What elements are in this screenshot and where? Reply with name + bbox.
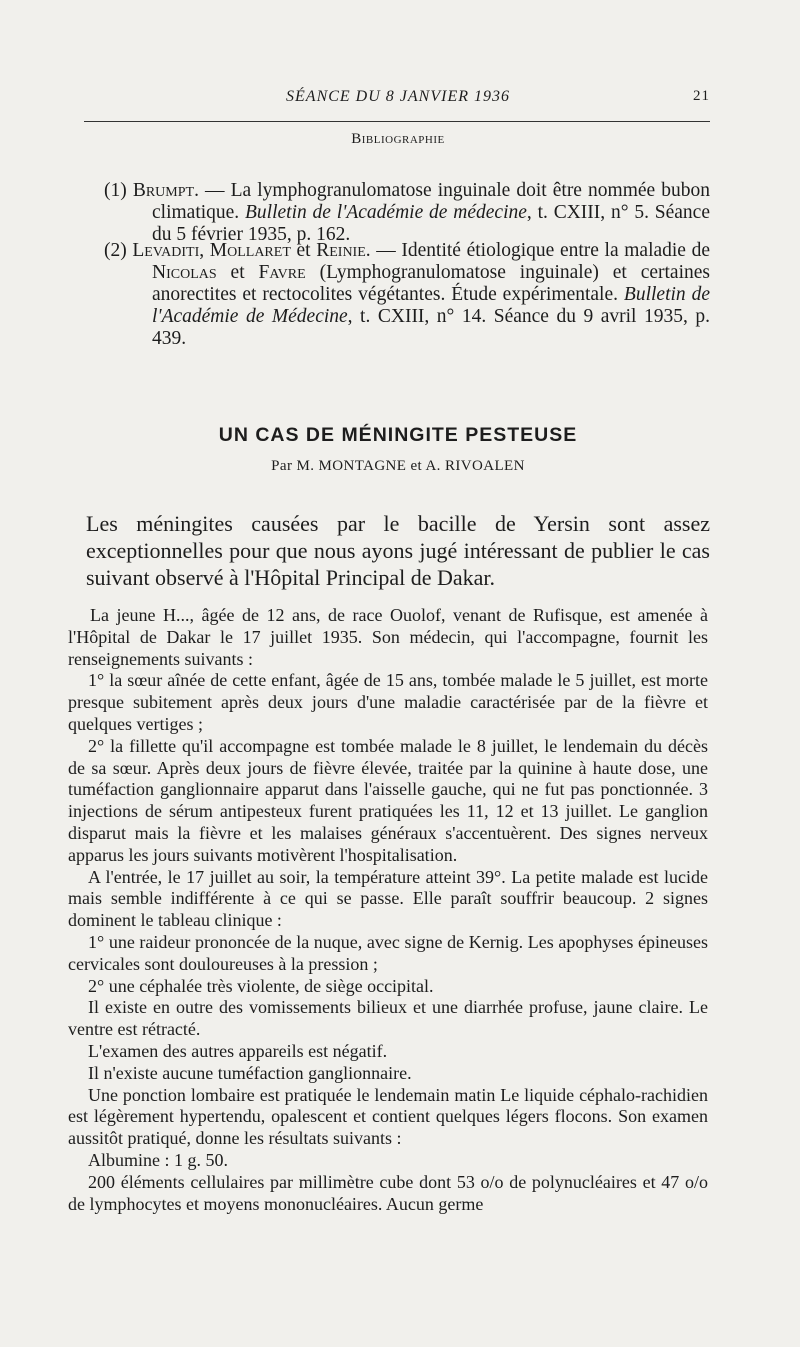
reference-conjunction: et	[216, 262, 259, 283]
reference-details: , t. CXIII, n° 5. Séance du 5 février 1935, p. 162.	[152, 202, 710, 245]
article-body	[68, 605, 708, 1215]
article-title: UN CAS DE MÉNINGITE PESTEUSE	[218, 424, 578, 446]
article-byline: Par M. MONTAGNE et A. RIVOALEN	[271, 458, 525, 474]
bibliography-entry	[104, 180, 710, 246]
page-number: 21	[693, 88, 710, 104]
reference-author: Levaditi, Mollaret	[132, 240, 291, 261]
reference-author: Reinie.	[316, 240, 371, 261]
reference-text: — La lymphogranulomatose inguinale doit être nommée bubon climatique.	[152, 180, 711, 223]
body-paragraph: 1° la sœur aînée de cette enfant, âgée de 15 ans, tombée malade le 5 juillet, est morte presque subitement après deux jours d'une maladie caractérisée par de la fièvre et quelques vertiges ;	[68, 670, 708, 734]
bibliography-entry	[104, 240, 710, 350]
reference-text: — Identité étiologique entre la maladie de	[370, 240, 711, 261]
article-intro: Les méningites causées par le bacille de Yersin sont assez exceptionnelles pour que nous ayons jugé intéressant de publier le cas suivant observé à l'Hôpital Principal de Dakar.	[86, 511, 710, 590]
body-paragraph: Albumine : 1 g. 50.	[88, 1149, 228, 1170]
reference-conjunction: et	[290, 240, 317, 261]
body-paragraph: Il existe en outre des vomissements bilieux et une diarrhée profuse, jaune claire. Le ventre est rétracté.	[68, 997, 708, 1040]
body-paragraph: A l'entrée, le 17 juillet au soir, la température atteint 39°. La petite malade est lucide mais semble indifférente à ce qui se passe. Elle paraît souffrir beaucoup. 2 signes dominent le tableau clinique :	[68, 866, 708, 931]
reference-journal: Bulletin de l'Académie de Médecine	[152, 284, 710, 327]
reference-number: (1)	[104, 180, 127, 201]
reference-details: , t. CXIII, n° 14. Séance du 9 avril 1935, p. 439.	[152, 306, 710, 349]
body-paragraph: La jeune H..., âgée de 12 ans, de race Ouolof, venant de Rufisque, est amenée à l'Hôpital de Dakar le 17 juillet 1935. Son médecin, qui l'accompagne, fournit les renseignements suivants :	[68, 605, 708, 669]
running-title: SÉANCE DU 8 JANVIER 1936	[286, 88, 510, 105]
body-paragraph: 200 éléments cellulaires par millimètre cube dont 53 o/o de polynucléaires et 47 o/o de lymphocytes et moyens mononucléaires. Aucun germe	[68, 1171, 708, 1214]
running-head	[86, 84, 710, 110]
body-paragraph: 1° une raideur prononcée de la nuque, avec signe de Kernig. Les apophyses épineuses cervicales sont douloureuses à la pression ;	[68, 931, 708, 974]
body-paragraph: Une ponction lombaire est pratiquée le lendemain matin Le liquide céphalo-rachidien est légèrement hypertendu, opalescent et contient quelques légers flocons. Son examen aussitôt pratiqué, donne les résultats suivants :	[68, 1084, 708, 1149]
reference-journal: Bulletin de l'Académie de médecine	[245, 202, 527, 223]
reference-author: Brumpt.	[132, 180, 199, 201]
reference-name: Favre	[258, 262, 306, 283]
body-paragraph: Il n'existe aucune tuméfaction ganglionnaire.	[88, 1062, 412, 1083]
reference-number: (2)	[104, 240, 127, 261]
header-rule	[84, 121, 710, 122]
reference-name: Nicolas	[152, 262, 217, 283]
reference-text: (Lymphogranulomatose inguinale) et certaines anorectites et rectocolites végétantes. Étude expérimentale.	[152, 262, 710, 305]
body-paragraph: L'examen des autres appareils est négatif.	[88, 1040, 388, 1061]
body-paragraph: 2° une céphalée très violente, de siège occipital.	[88, 975, 434, 996]
body-paragraph: 2° la fillette qu'il accompagne est tombée malade le 8 juillet, le lendemain du décès de sa sœur. Après deux jours de fièvre élevée, traitée par la quinine à haute dose, une tuméfaction ganglionnaire apparut dans l'aisselle gauche, qui ne fut pas ponctionnée. 3 injections de sérum antipesteux furent pratiquées les 11, 12 et 13 juillet. Le ganglion disparut mais la fièvre et les malaises généraux s'accentuèrent. Des signes nerveux apparus les jours suivants motivèrent l'hospitalisation.	[68, 735, 708, 865]
bibliography-heading: Bibliographie	[351, 131, 445, 147]
